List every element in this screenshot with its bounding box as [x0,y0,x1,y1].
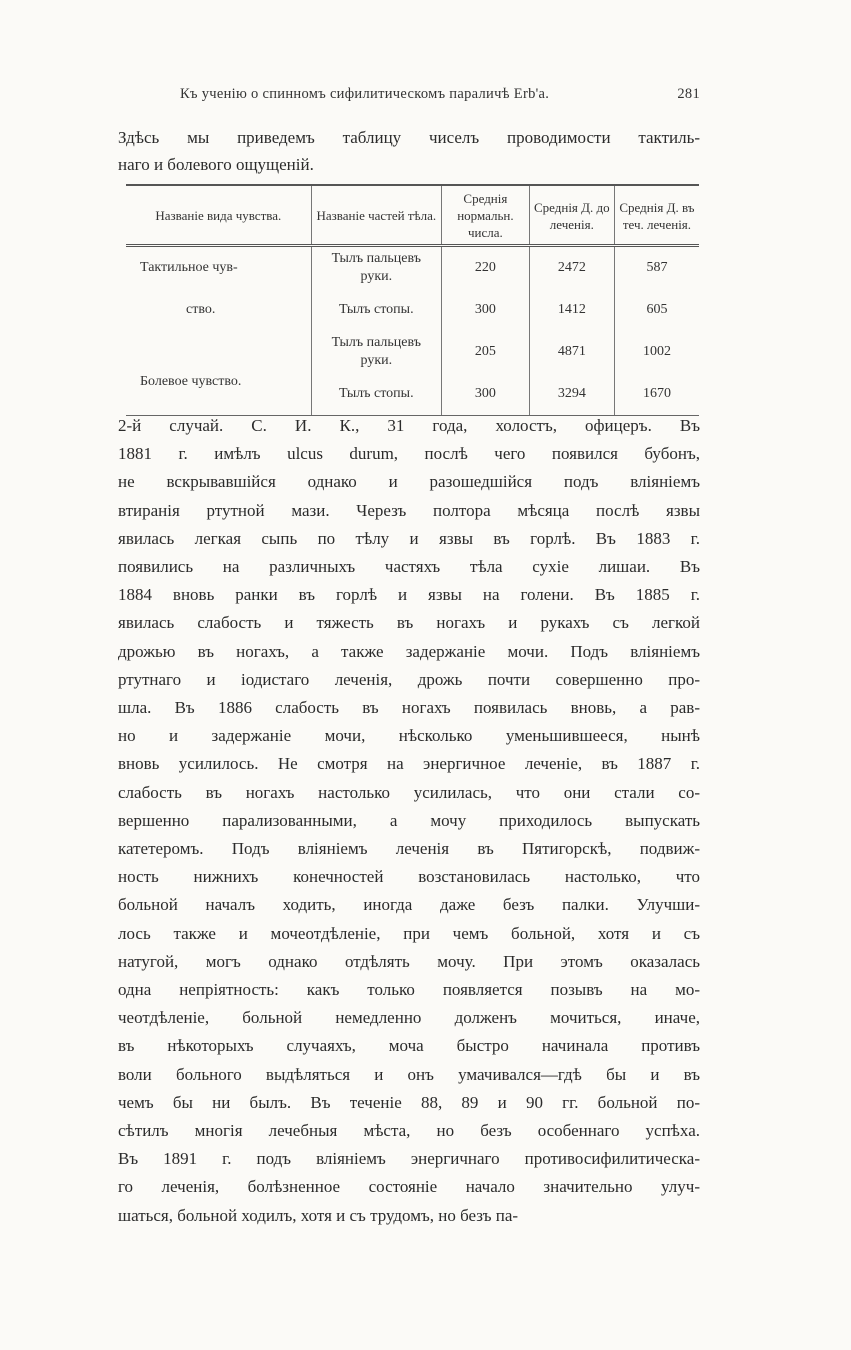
cell-kind: Тактильное чув- [140,260,238,275]
cell-before: 4871 [529,331,614,373]
header-normal: Среднія нормальн. числа. [442,185,530,246]
text-line: чемъ бы ни былъ. Въ теченіе 88, 89 и 90 гг. больной по- [118,1092,700,1112]
cell-kind: ство. [186,302,216,317]
cell-part: Тылъ пальцевъ руки. [311,331,441,373]
text-line: го леченія, болѣзненное состояніе начало значительно улуч- [118,1177,700,1197]
text-line: 1884 вновь ранки въ горлѣ и язвы на голени. Въ 1885 г. [118,585,700,605]
text-line: явилась легкая сыпь по тѣлу и язвы въ горлѣ. Въ 1883 г. [118,528,700,548]
text-line: дрожью въ ногахъ, а также задержаніе мочи. Подъ вліяніемъ [118,641,700,661]
cell-part: Тылъ стопы. [311,373,441,416]
cell-normal: 205 [442,331,530,373]
cell-during: 1670 [614,373,699,416]
cell-during: 1002 [614,331,699,373]
text-line: втиранія ртутной мази. Черезъ полтора мѣсяца послѣ язвы [118,500,700,520]
text-line: одна непріятность: какъ только появляется позывъ на мо- [118,980,700,1000]
text-line: вновь усилилось. Не смотря на энергичное леченіе, въ 1887 г. [118,754,700,774]
text-line: въ нѣкоторыхъ случаяхъ, моча быстро начинала противъ [118,1036,700,1056]
text-line: больной началъ ходить, иногда даже безъ палки. Улучши- [118,895,700,915]
running-title: Къ ученію о спинномъ сифилитическомъ параличѣ Erb'a. [180,86,550,102]
text-line: сѣтилъ многія лечебныя мѣста, но безъ особеннаго успѣха. [118,1121,700,1141]
cell-kind: Болевое чувство. [126,373,311,416]
text-line: но и задержаніе мочи, нѣсколько уменьшившееся, нынѣ [118,726,700,746]
text-line: 2-й случай. С. И. К., 31 года, холостъ, офицеръ. Въ [118,416,700,435]
cell-kind [126,331,311,373]
text-line: Въ 1891 г. подъ вліяніемъ энергичнаго противосифилитическа- [118,1149,700,1169]
text-line: не вскрывавшійся однако и разошедшійся подъ вліяніемъ [118,472,700,492]
cell-normal: 300 [442,373,530,416]
text-line: шаться, больной ходилъ, хотя и съ трудомъ, но безъ па- [118,1205,519,1225]
cell-normal: 220 [442,246,530,290]
text-line: ртутнаго и іодистаго леченія, дрожь почти совершенно про- [118,669,700,689]
text-line: вершенно парализованными, а мочу приходилось выпускать [118,810,700,830]
cell-part: Тылъ пальцевъ руки. [311,246,441,290]
text-line: 1881 г. имѣлъ ulcus durum, послѣ чего появился бубонъ, [118,444,700,464]
intro-line: Здѣсь мы приведемъ таблицу чиселъ проводимости тактиль- [118,128,700,147]
intro-paragraph [118,124,700,178]
header-kind: Названіе вида чувства. [126,185,311,246]
case-paragraph [118,412,700,1230]
cell-before: 3294 [529,373,614,416]
text-line: появились на различныхъ частяхъ тѣла сухіе лишаи. Въ [118,557,700,577]
text-line: явилась слабость и тяжесть въ ногахъ и рукахъ съ легкой [118,613,700,633]
header-part: Названіе частей тѣла. [311,185,441,246]
cell-normal: 300 [442,289,530,331]
cell-before: 2472 [529,246,614,290]
table-row [126,331,699,373]
text-line: катетеромъ. Подъ вліяніемъ леченія въ Пятигорскѣ, подвиж- [118,839,700,859]
table-row [126,246,699,290]
cell-before: 1412 [529,289,614,331]
text-line: воли больного выдѣляться и онъ умачивался—гдѣ бы и въ [118,1064,700,1084]
cell-during: 587 [614,246,699,290]
header-during: Среднія Д. въ теч. леченія. [614,185,699,246]
text-line: лось также и мочеотдѣленіе, при чемъ больной, хотя и съ [118,923,700,943]
table-row [126,373,699,416]
intro-line: наго и болевого ощущеній. [118,155,314,174]
text-line: ность нижнихъ конечностей возстановилась настолько, что [118,867,700,887]
table-row [126,289,699,331]
cell-during: 605 [614,289,699,331]
text-line: натугой, могъ однако отдѣлять мочу. При этомъ оказалась [118,951,700,971]
page-number: 281 [677,86,700,102]
text-line: шла. Въ 1886 слабость въ ногахъ появилась вновь, а рав- [118,698,700,718]
sensitivity-table [126,184,699,416]
table-header-row [126,185,699,246]
cell-part: Тылъ стопы. [311,289,441,331]
header-before: Среднія Д. до леченія. [529,185,614,246]
text-line: слабость въ ногахъ настолько усилилась, что они стали со- [118,782,700,802]
text-line: чеотдѣленіе, больной немедленно долженъ мочиться, иначе, [118,1008,700,1028]
